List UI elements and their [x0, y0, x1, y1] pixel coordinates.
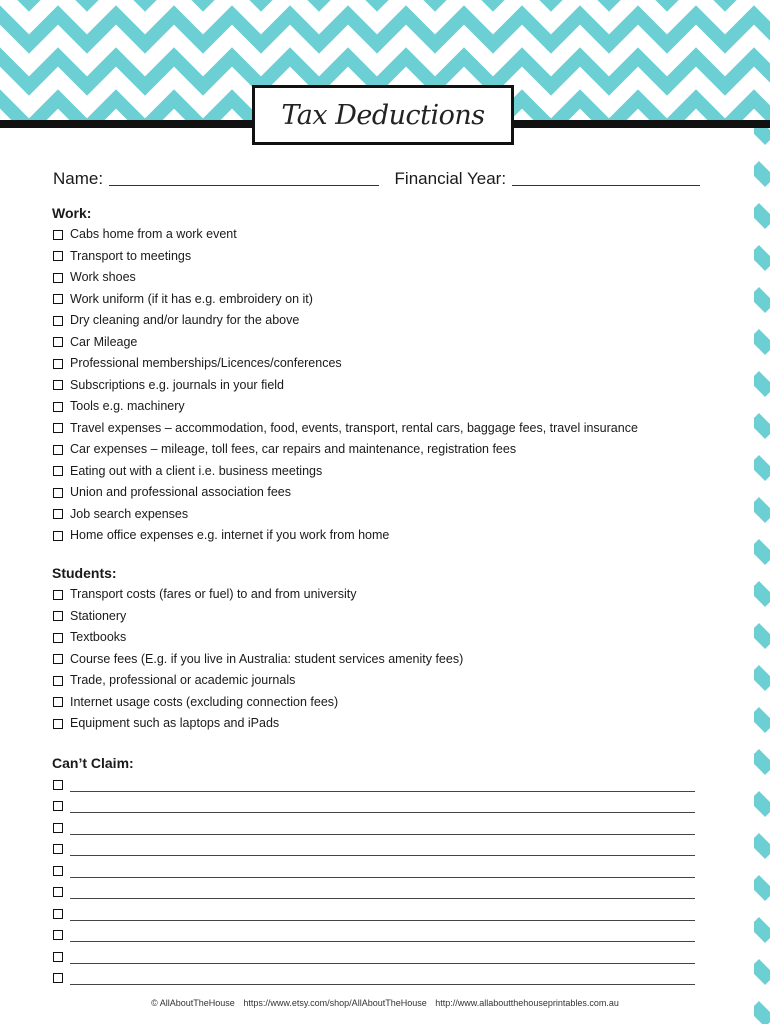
work-item [53, 439, 638, 461]
side-chevron-stripe [754, 376, 770, 392]
cant-claim-item [53, 946, 695, 968]
work-item-label: Home office expenses e.g. internet if you work from home [70, 528, 390, 542]
students-item [53, 670, 463, 692]
students-item-label: Internet usage costs (excluding connection fees) [70, 694, 339, 709]
work-item-label: Car Mileage [70, 334, 138, 349]
checkbox[interactable] [53, 930, 63, 940]
blank-entry-line[interactable] [70, 885, 695, 899]
work-item-label: Cabs home from a work event [70, 227, 237, 241]
side-chevron-stripe [754, 502, 770, 518]
work-item-label: Subscriptions e.g. journals in your field [70, 377, 285, 392]
checkbox[interactable] [53, 423, 63, 433]
checkbox[interactable] [53, 887, 63, 897]
blank-entry-line[interactable] [70, 842, 695, 856]
students-item [53, 649, 463, 671]
blank-entry-line[interactable] [70, 864, 695, 878]
students-item [53, 606, 463, 628]
students-item [53, 584, 463, 606]
footer [0, 998, 770, 1008]
work-item-label: Car expenses – mileage, toll fees, car repairs and maintenance, registration fees [70, 442, 517, 456]
work-item-label: Job search expenses [70, 506, 189, 521]
work-item [53, 310, 638, 332]
checkbox[interactable] [53, 633, 63, 643]
side-chevron-stripe [754, 208, 770, 224]
side-chevron-stripe [754, 922, 770, 938]
checkbox[interactable] [53, 380, 63, 390]
work-item [53, 396, 638, 418]
work-list [53, 224, 638, 547]
title-box [252, 85, 514, 145]
side-chevron-stripe [754, 754, 770, 770]
chevron-side-strip [754, 124, 770, 1024]
work-item-label: Transport to meetings [70, 248, 192, 263]
work-item [53, 504, 638, 526]
checkbox[interactable] [53, 780, 63, 790]
checkbox[interactable] [53, 654, 63, 664]
checkbox[interactable] [53, 316, 63, 326]
work-item [53, 289, 638, 311]
work-item [53, 482, 638, 504]
checkbox[interactable] [53, 866, 63, 876]
checkbox[interactable] [53, 488, 63, 498]
side-chevron-stripe [754, 670, 770, 686]
footer-copyright: © AllAboutTheHouse [151, 998, 235, 1008]
work-item [53, 418, 638, 440]
blank-entry-line[interactable] [70, 971, 695, 985]
work-item [53, 375, 638, 397]
work-item [53, 224, 638, 246]
work-item [53, 267, 638, 289]
checkbox[interactable] [53, 445, 63, 455]
work-item-label: Work shoes [70, 270, 136, 284]
checkbox[interactable] [53, 230, 63, 240]
side-chevron-stripe [754, 838, 770, 854]
work-item [53, 525, 638, 547]
side-chevron-stripe [754, 796, 770, 812]
blank-entry-line[interactable] [70, 778, 695, 792]
side-chevron-stripe [754, 166, 770, 182]
cant-claim-item [53, 817, 695, 839]
work-item [53, 246, 638, 268]
work-item-label: Tools e.g. machinery [70, 399, 185, 413]
checkbox[interactable] [53, 909, 63, 919]
checkbox[interactable] [53, 466, 63, 476]
checkbox[interactable] [53, 697, 63, 707]
checkbox[interactable] [53, 823, 63, 833]
work-item [53, 353, 638, 375]
cant-claim-item [53, 774, 695, 796]
footer-etsy-link[interactable]: https://www.etsy.com/shop/AllAboutTheHouse [243, 998, 427, 1008]
work-item-label: Travel expenses – accommodation, food, events, transport, rental cars, baggage fees, travel insurance [70, 420, 638, 435]
checkbox[interactable] [53, 611, 63, 621]
checkbox[interactable] [53, 337, 63, 347]
name-field-line[interactable] [109, 170, 379, 186]
cant-claim-item [53, 839, 695, 861]
side-chevron-stripe [754, 880, 770, 896]
students-item-label: Stationery [70, 608, 127, 623]
side-chevron-stripe [754, 964, 770, 980]
blank-entry-line[interactable] [70, 928, 695, 942]
blank-entry-line[interactable] [70, 950, 695, 964]
students-list [53, 584, 463, 735]
checkbox[interactable] [53, 973, 63, 983]
cant-claim-heading: Can’t Claim: [52, 755, 134, 771]
side-chevron-stripe [754, 334, 770, 350]
side-chevron-stripe [754, 250, 770, 266]
checkbox[interactable] [53, 402, 63, 412]
work-item-label: Union and professional association fees [70, 485, 291, 499]
name-label: Name: [53, 169, 104, 188]
blank-entry-line[interactable] [70, 799, 695, 813]
work-heading: Work: [52, 205, 92, 221]
checkbox[interactable] [53, 844, 63, 854]
side-chevron-stripe [754, 460, 770, 476]
side-chevron-stripe [754, 586, 770, 602]
cant-claim-item [53, 860, 695, 882]
checkbox[interactable] [53, 719, 63, 729]
students-heading: Students: [52, 565, 117, 581]
checkbox[interactable] [53, 359, 63, 369]
side-chevron-stripe [754, 712, 770, 728]
checkbox[interactable] [53, 676, 63, 686]
cant-claim-item [53, 882, 695, 904]
side-chevron-stripe [754, 1006, 770, 1022]
side-chevron-stripe [754, 418, 770, 434]
students-item-label: Trade, professional or academic journals [70, 673, 296, 687]
students-item [53, 627, 463, 649]
work-item-label: Professional memberships/Licences/conferences [70, 356, 342, 370]
students-item [53, 692, 463, 714]
cant-claim-item [53, 925, 695, 947]
side-chevron-stripe [754, 292, 770, 308]
students-item-label: Equipment such as laptops and iPads [70, 716, 280, 730]
work-item-label: Work uniform (if it has e.g. embroidery on it) [70, 291, 313, 306]
work-item-label: Dry cleaning and/or laundry for the above [70, 313, 300, 327]
work-item [53, 332, 638, 354]
checkbox[interactable] [53, 294, 63, 304]
cant-claim-item [53, 968, 695, 990]
cant-claim-item [53, 796, 695, 818]
students-item-label: Transport costs (fares or fuel) to and from university [70, 587, 357, 601]
side-chevron-stripe [754, 544, 770, 560]
work-item [53, 461, 638, 483]
checkbox[interactable] [53, 273, 63, 283]
checkbox[interactable] [53, 952, 63, 962]
students-item-label: Course fees (E.g. if you live in Australia: student services amenity fees) [70, 651, 464, 666]
checkbox[interactable] [53, 251, 63, 261]
checkbox[interactable] [53, 801, 63, 811]
checkbox[interactable] [53, 531, 63, 541]
name-year-row [53, 169, 713, 189]
side-chevron-stripe [754, 628, 770, 644]
students-item [53, 713, 463, 735]
checkbox[interactable] [53, 590, 63, 600]
cant-claim-item [53, 903, 695, 925]
blank-entry-line[interactable] [70, 907, 695, 921]
students-item-label: Textbooks [70, 630, 127, 644]
work-item-label: Eating out with a client i.e. business meetings [70, 463, 323, 478]
cant-claim-list [53, 774, 695, 989]
checkbox[interactable] [53, 509, 63, 519]
footer-website-link[interactable]: http://www.allaboutthehouseprintables.com.au [435, 998, 619, 1008]
blank-entry-line[interactable] [70, 821, 695, 835]
financial-year-label: Financial Year: [394, 169, 507, 188]
page-title: Tax Deductions [281, 99, 485, 131]
financial-year-field-line[interactable] [512, 170, 700, 186]
